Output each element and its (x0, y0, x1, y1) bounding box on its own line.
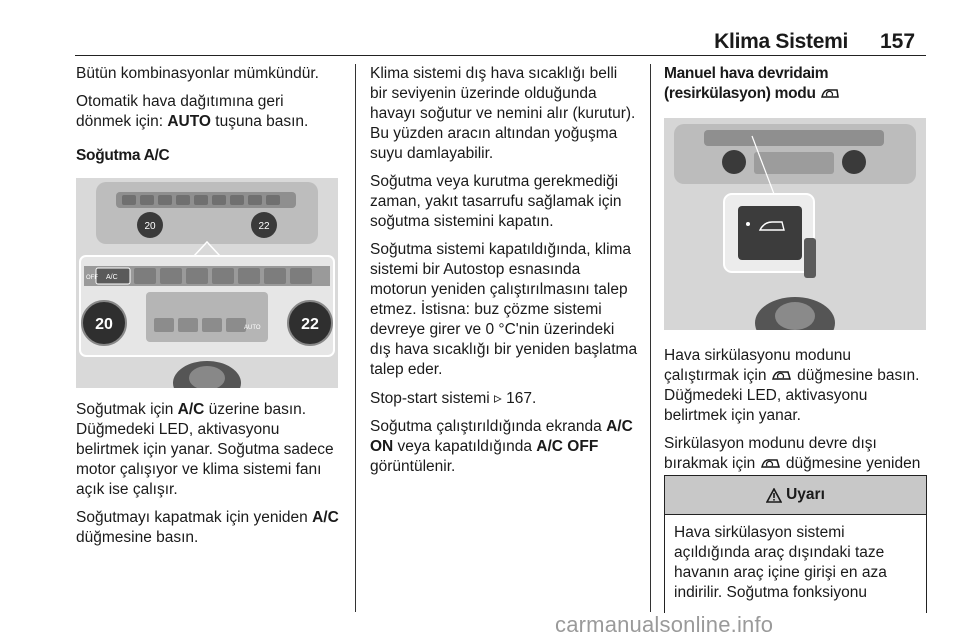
ac-button-label: A/C (106, 274, 118, 281)
paragraph: Soğutma sistemi kapatıldığında, klima sistemi bir Autostop esnasında motorun yeniden çalıştırılmasını talep etmez. İstisna: buz çözme sistemi devreye girer ve 0 °C'nin üzerindeki dış hava sıcaklığı bir yeniden başlatma talep eder. (370, 241, 638, 378)
warning-box (664, 475, 927, 613)
column-divider (355, 64, 356, 612)
recirculation-icon (820, 87, 840, 101)
paragraph: Soğutmak için A/C üzerine basın. Düğmedeki LED, aktivasyonu belirtmek için yanar. Soğutma sadece motor çalışıyor ve klima sistemi fanı açık ise çalışır. (76, 401, 334, 498)
warning-triangle-icon (766, 488, 782, 503)
paragraph: Otomatik hava dağıtımına geri dönmek için: AUTO tuşuna basın. (76, 93, 309, 130)
recirculation-icon (760, 457, 782, 471)
paragraph: Bütün kombinasyonlar mümkündür. (76, 65, 319, 82)
header-rule (75, 55, 926, 56)
paragraph: Soğutma çalıştırıldığında ekranda A/C ON veya kapatıldığında A/C OFF görüntülenir. (370, 418, 633, 475)
right-temp-large: 22 (301, 316, 319, 333)
column-2 (370, 64, 638, 485)
column-1 (76, 64, 342, 556)
recirculation-button-figure (664, 118, 926, 330)
auto-label: AUTO (244, 325, 261, 331)
paragraph: Soğutma veya kurutma gerekmediği zaman, yakıt tasarrufu sağlamak için soğutma sistemini kapatın. (370, 173, 622, 230)
column-divider (650, 64, 651, 612)
warning-header (665, 476, 926, 515)
page-reference-arrow-icon: ▹ (494, 389, 502, 407)
warning-title: Uyarı (786, 486, 825, 503)
section-heading-cooling: Soğutma A/C (76, 147, 170, 164)
off-label: OFF (86, 275, 98, 281)
column-3 (664, 64, 926, 502)
paragraph: Soğutmayı kapatmak için yeniden A/C düğmesine basın. (76, 509, 339, 546)
right-temp-small: 22 (258, 221, 270, 232)
page-number: 157 (880, 30, 916, 53)
ac-panel-figure (76, 178, 338, 388)
paragraph: Klima sistemi dış hava sıcaklığı belli bir seviyenin üzerinde olduğunda havayı soğutur ve nemini alır (kurutur). Bu yüzden aracın altından yoğuşma suyu damlayabilir. (370, 65, 636, 162)
recirculation-icon (771, 369, 793, 383)
section-heading-recirculation: Manuel hava devridaim (resirkülasyon) modu (664, 64, 926, 104)
page-title: Klima Sistemi (714, 30, 848, 53)
left-temp-small: 20 (144, 221, 156, 232)
paragraph: Hava sirkülasyonu modunu çalıştırmak için düğmesine basın. Düğmedeki LED, aktivasyonu belirtmek için yanar. (664, 347, 920, 424)
paragraph: Stop-start sistemi ▹ 167. (370, 389, 537, 407)
paragraph: Sirkülasyon modunu devre dışı bırakmak için düğmesine yeniden (664, 435, 921, 472)
left-temp-large: 20 (95, 316, 113, 333)
watermark: carmanualsonline.info (555, 612, 774, 637)
warning-body: Hava sirkülasyon sistemi açıldığında araç dışındaki taze havanın araç içine girişi en aza indirilir. Soğutma fonksiyonu (674, 524, 887, 601)
